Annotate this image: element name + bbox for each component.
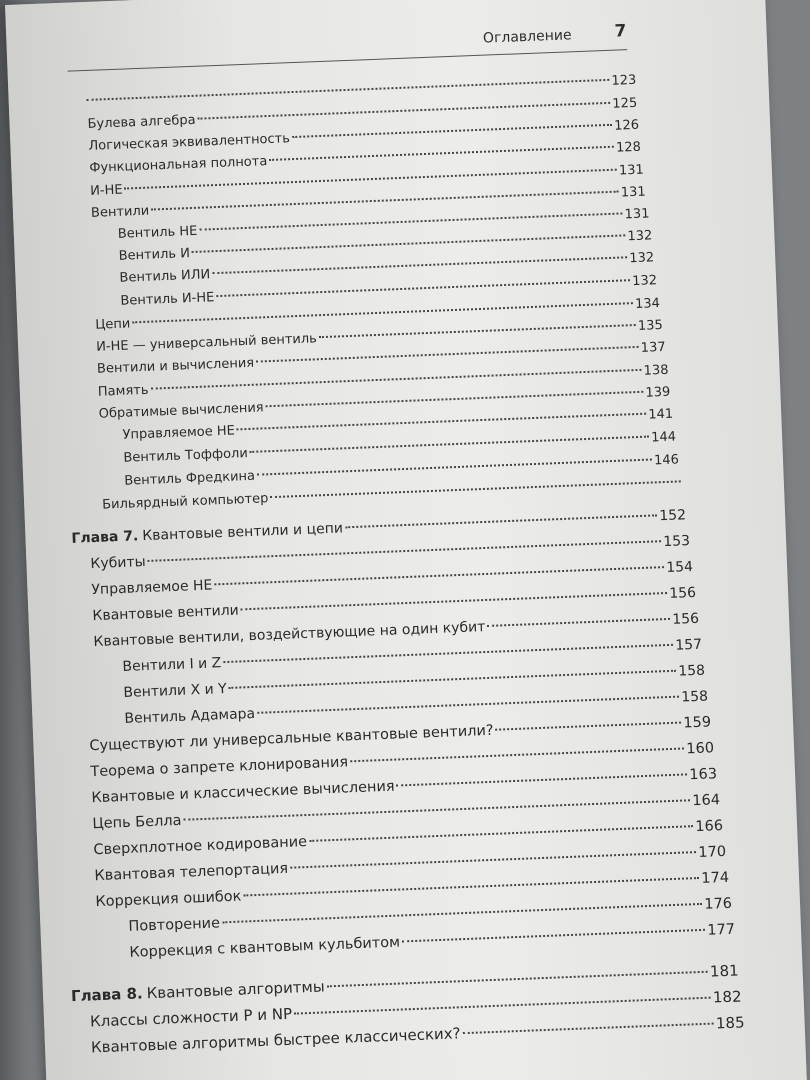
toc-entry-title: [92, 602, 239, 624]
toc-entry-title: [91, 1024, 461, 1056]
dot-leader: [212, 256, 627, 274]
toc-page-number: 141: [648, 406, 674, 423]
dot-leader: [319, 324, 636, 338]
dot-leader: [266, 391, 644, 408]
toc-title-text: Память: [97, 382, 149, 400]
toc-title-text: Вентиль Адамара: [124, 705, 256, 727]
toc-title-text: Квантовые алгоритмы быстрее классических?: [90, 1024, 461, 1057]
toc-title-text: Квантовые алгоритмы: [146, 977, 325, 1003]
toc-title-text: Теорема о запрете клонирования: [90, 754, 349, 781]
toc-page-number: 139: [645, 384, 671, 401]
toc-title-text: Повторение: [128, 915, 221, 935]
toc-page-number: 125: [612, 95, 638, 112]
toc-title-text: Квантовые вентили и цепи: [142, 520, 344, 545]
chapter-number: Глава 8.: [70, 984, 144, 1006]
dot-leader: [222, 903, 702, 923]
toc-page-number: 135: [637, 317, 664, 334]
toc-title-text: Вентиль Тоффоли: [123, 446, 249, 466]
toc-page-number: 152: [659, 507, 687, 525]
toc-entry-title: [123, 681, 227, 701]
toc-page-number: 131: [624, 206, 650, 223]
toc-title-text: Коррекция с квантовым кульбитом: [129, 934, 401, 961]
dot-leader: [256, 346, 639, 363]
toc-page-number: 144: [650, 429, 677, 446]
book-page: [5, 0, 807, 1080]
toc-title-text: Сверхплотное кодирование: [93, 834, 308, 859]
toc-title-text: Вентиль И-НЕ: [120, 290, 215, 309]
dot-leader: [250, 436, 650, 453]
toc-page-number: 163: [689, 766, 718, 784]
toc-entry-title: [91, 779, 395, 807]
toc-entry-title: [93, 834, 307, 858]
toc-page-number: 134: [634, 296, 661, 313]
dot-leader: [87, 79, 610, 101]
toc-entry-title: [90, 183, 123, 199]
dot-leader: [223, 644, 673, 663]
toc-entry-title: [87, 113, 196, 132]
dot-leader: [241, 592, 668, 610]
dot-leader: [270, 480, 680, 498]
toc-page-number: 174: [701, 869, 730, 887]
toc-entry-title: [94, 861, 288, 884]
toc-title-text: Квантовые вентили: [92, 602, 240, 625]
dot-leader: [269, 146, 614, 161]
toc-title-text: Вентили I и Z: [122, 655, 222, 675]
dot-leader: [197, 102, 610, 120]
toc-entry-title: [124, 706, 255, 727]
toc-title-text: Цепи: [95, 316, 131, 333]
toc-entry-title: [90, 554, 146, 572]
dot-leader: [148, 540, 662, 562]
toc-entry-title: [71, 977, 325, 1005]
toc-page-number: 166: [695, 818, 724, 836]
toc-page-number: 137: [640, 339, 666, 356]
toc-entry-title: [102, 491, 269, 512]
dot-leader: [397, 773, 688, 786]
toc-entry-title: [118, 246, 190, 264]
toc-title-text: Булева алгебра: [87, 112, 196, 132]
toc-page-number: 157: [675, 636, 703, 654]
toc-title-text: Вентиль ИЛИ: [119, 267, 211, 286]
toc-entry-title: [92, 813, 182, 832]
dot-leader: [192, 234, 626, 253]
header-page-number: 7: [614, 21, 627, 42]
toc-entry-title: [88, 131, 290, 154]
dot-leader: [257, 696, 679, 714]
toc-page-number: 170: [698, 843, 727, 861]
dot-leader: [124, 169, 616, 190]
toc-page-number: 182: [712, 987, 742, 1007]
dot-leader: [237, 413, 647, 431]
toc-entry-title: [96, 331, 317, 354]
dot-leader: [294, 997, 711, 1015]
toc-title-text: Вентили X и Y: [123, 680, 227, 701]
toc-title-text: Вентиль Фредкина: [124, 468, 256, 489]
toc-title-text: Цепь Белла: [92, 812, 182, 833]
toc-page-number: 154: [666, 559, 694, 577]
toc-title-text: И-НЕ: [89, 182, 123, 199]
dot-leader: [229, 670, 677, 689]
dot-leader: [327, 971, 708, 988]
dot-leader: [243, 877, 699, 897]
toc-page-number: 128: [615, 139, 642, 156]
toc-page-number: 158: [681, 688, 709, 706]
dot-leader: [150, 369, 641, 390]
toc-page-number: 176: [704, 895, 733, 913]
dot-leader: [487, 618, 670, 627]
header-title: Оглавление: [482, 27, 572, 47]
toc-page-number: 132: [631, 273, 658, 290]
toc-title-text: И-НЕ — универсальный вентиль: [95, 331, 318, 355]
toc-page-number: 131: [620, 184, 646, 201]
toc-title-text: Квантовые вентили, воздействующие на один кубит: [93, 619, 486, 651]
toc-entry-title: [122, 423, 235, 442]
dot-leader: [496, 722, 682, 731]
toc-entry-title: [122, 655, 221, 675]
toc-title-text: Вентили и вычисления: [96, 355, 255, 377]
toc-page-number: 153: [663, 533, 691, 551]
toc-entry-title: [124, 469, 255, 489]
toc-page-number: 181: [709, 961, 739, 981]
toc-page-number: 156: [669, 584, 697, 602]
toc-entry-title: [90, 1005, 293, 1031]
toc-entry-title: [98, 383, 149, 400]
toc-title-text: Бильярдный компьютер: [101, 491, 269, 513]
toc-title-text: Функциональная полнота: [89, 154, 268, 176]
toc-entry-title: [98, 400, 263, 421]
toc-page-number: 159: [683, 714, 712, 732]
toc-page-number: 158: [678, 662, 706, 680]
dot-leader: [345, 514, 658, 528]
toc-entry-title: [91, 577, 212, 598]
toc-entry-title: [90, 754, 348, 780]
toc-page-number: 177: [707, 921, 736, 939]
toc-page-number: 156: [672, 610, 700, 628]
dot-leader: [290, 851, 696, 869]
toc-page-number: 123: [611, 72, 637, 89]
toc-entry-title: [129, 935, 400, 961]
toc-entry-title: [118, 224, 198, 242]
toc-page-number: 160: [686, 740, 715, 758]
toc-page-number: 132: [627, 228, 653, 245]
toc-entry-title: [71, 520, 343, 546]
dot-leader: [183, 799, 690, 820]
toc-page-number: 126: [613, 117, 640, 134]
toc-entry-title: [119, 267, 210, 285]
dot-leader: [350, 747, 684, 762]
toc-entry-title: [128, 915, 220, 935]
toc-title-text: Коррекция ошибок: [95, 888, 242, 911]
toc-title-text: Обратимые вычисления: [98, 400, 264, 422]
dot-leader: [402, 929, 705, 943]
toc-entry-title: [123, 446, 248, 466]
toc-title-text: Квантовая телепортация: [94, 860, 289, 885]
toc-title-text: Управляемое НЕ: [91, 577, 213, 599]
toc-page-number: 146: [653, 452, 680, 469]
toc-title-text: Вентили: [90, 203, 150, 221]
dot-leader: [292, 124, 612, 138]
toc-title-text: Логическая эквивалентность: [88, 131, 291, 154]
toc-title-text: Вентиль И: [118, 246, 191, 264]
toc-entry-title: [93, 619, 485, 650]
toc-title-text: Вентиль НЕ: [117, 223, 198, 242]
toc-title-text: Классы сложности P и NP: [89, 1004, 293, 1031]
toc-page-number: 138: [643, 362, 669, 379]
dot-leader: [199, 212, 622, 230]
toc-entry-title: [97, 356, 255, 377]
toc-entry-title: [120, 290, 214, 309]
dot-leader: [462, 1023, 714, 1035]
toc-entry-title: [95, 316, 131, 332]
toc-page-number: 132: [629, 250, 655, 267]
toc-title-text: Квантовые и классические вычисления: [91, 778, 395, 807]
dot-leader: [214, 566, 664, 585]
toc-page-number: 164: [692, 792, 721, 810]
toc-entry-title: [91, 204, 150, 221]
toc-entry-title: [89, 723, 494, 755]
toc-title-text: Управляемое НЕ: [122, 423, 236, 443]
running-header: [66, 19, 627, 71]
dot-leader: [257, 458, 652, 475]
toc-page-number: 185: [715, 1013, 745, 1033]
toc-entry-title: [89, 154, 268, 176]
dot-leader: [309, 825, 693, 842]
toc-title-text: Существуют ли универсальные квантовые вентили?: [89, 722, 494, 755]
dot-leader: [216, 279, 630, 297]
toc-entry-title: [95, 889, 242, 911]
chapter-number: Глава 7.: [71, 528, 139, 547]
toc-page-number: 131: [618, 162, 645, 179]
toc-title-text: Кубиты: [90, 554, 146, 573]
